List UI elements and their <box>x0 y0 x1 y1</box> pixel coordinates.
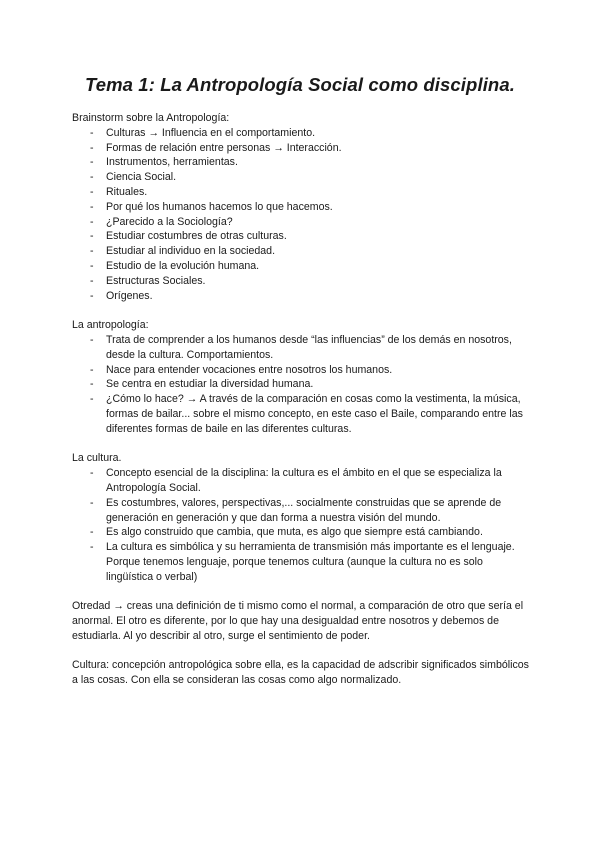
list-item: - Estudiar costumbres de otras culturas. <box>72 229 532 244</box>
paragraph-cultura: Cultura: concepción antropológica sobre ella, es la capacidad de adscribir significados simbólicos a las cosas. Con ella se consideran las cosas como algo normalizado. <box>72 659 529 687</box>
document-body <box>72 111 532 688</box>
spacer <box>72 644 532 659</box>
spacer <box>72 303 532 318</box>
list-item: - Estudiar al individuo en la sociedad. <box>72 244 532 259</box>
list-item: - Rituales. <box>72 185 532 200</box>
list-item: - Concepto esencial de la disciplina: la cultura es el ámbito en el que se especializa la Antropología Social. <box>72 466 532 496</box>
list-item: - ¿Cómo lo hace? → A través de la comparación en cosas como la vestimenta, la música, formas de bailar... sobre el mismo concepto, en este caso el Baile, comparando entre las diferentes formas de baile en las diferentes culturas. <box>72 392 532 436</box>
list-item: - Estudio de la evolución humana. <box>72 259 532 274</box>
list-item: - Se centra en estudiar la diversidad humana. <box>72 377 532 392</box>
list-item: - La cultura es simbólica y su herramienta de transmisión más importante es el lenguaje. Porque tenemos lenguaje, porque tenemos cultura (aunque la cultura no es solo lingüística o verbal) <box>72 540 532 584</box>
spacer <box>72 585 532 600</box>
section-heading: La antropología: <box>72 319 149 332</box>
list-item: - Por qué los humanos hacemos lo que hacemos. <box>72 200 532 215</box>
list-item: - Culturas → Influencia en el comportamiento. <box>72 126 532 141</box>
list-item: - Es costumbres, valores, perspectivas,... socialmente construidas que se aprende de generación en generación y que dan forma a nuestra visión del mundo. <box>72 496 532 526</box>
bullet-list <box>72 333 532 437</box>
section-cultura <box>72 451 532 584</box>
list-item: - Ciencia Social. <box>72 170 532 185</box>
section-heading: La cultura. <box>72 452 122 465</box>
list-item: - ¿Parecido a la Sociología? <box>72 215 532 230</box>
list-item: - Es algo construido que cambia, que muta, es algo que siempre está cambiando. <box>72 525 532 540</box>
paragraph-otredad: Otredad → creas una definición de ti mismo como el normal, a comparación de otro que sería el anormal. El otro es diferente, por lo que hay una desigualdad entre nosotros y debemos de estudiarla. Al yo describir al otro, surge el sentimiento de poder. <box>72 600 524 642</box>
list-item: - Instrumentos, herramientas. <box>72 155 532 170</box>
page-title: Tema 1: La Antropología Social como disciplina. <box>85 74 515 95</box>
list-item: - Trata de comprender a los humanos desde “las influencias” de los demás en nosotros, desde la cultura. Comportamientos. <box>72 333 532 363</box>
spacer <box>72 437 532 452</box>
list-item: - Formas de relación entre personas → Interacción. <box>72 141 532 156</box>
bullet-list <box>72 126 532 304</box>
list-item: - Orígenes. <box>72 289 532 304</box>
section-brainstorm <box>72 111 532 303</box>
bullet-list <box>72 466 532 584</box>
section-antropologia <box>72 318 532 436</box>
list-item: - Nace para entender vocaciones entre nosotros los humanos. <box>72 363 532 378</box>
list-item: - Estructuras Sociales. <box>72 274 532 289</box>
section-heading: Brainstorm sobre la Antropología: <box>72 112 230 124</box>
